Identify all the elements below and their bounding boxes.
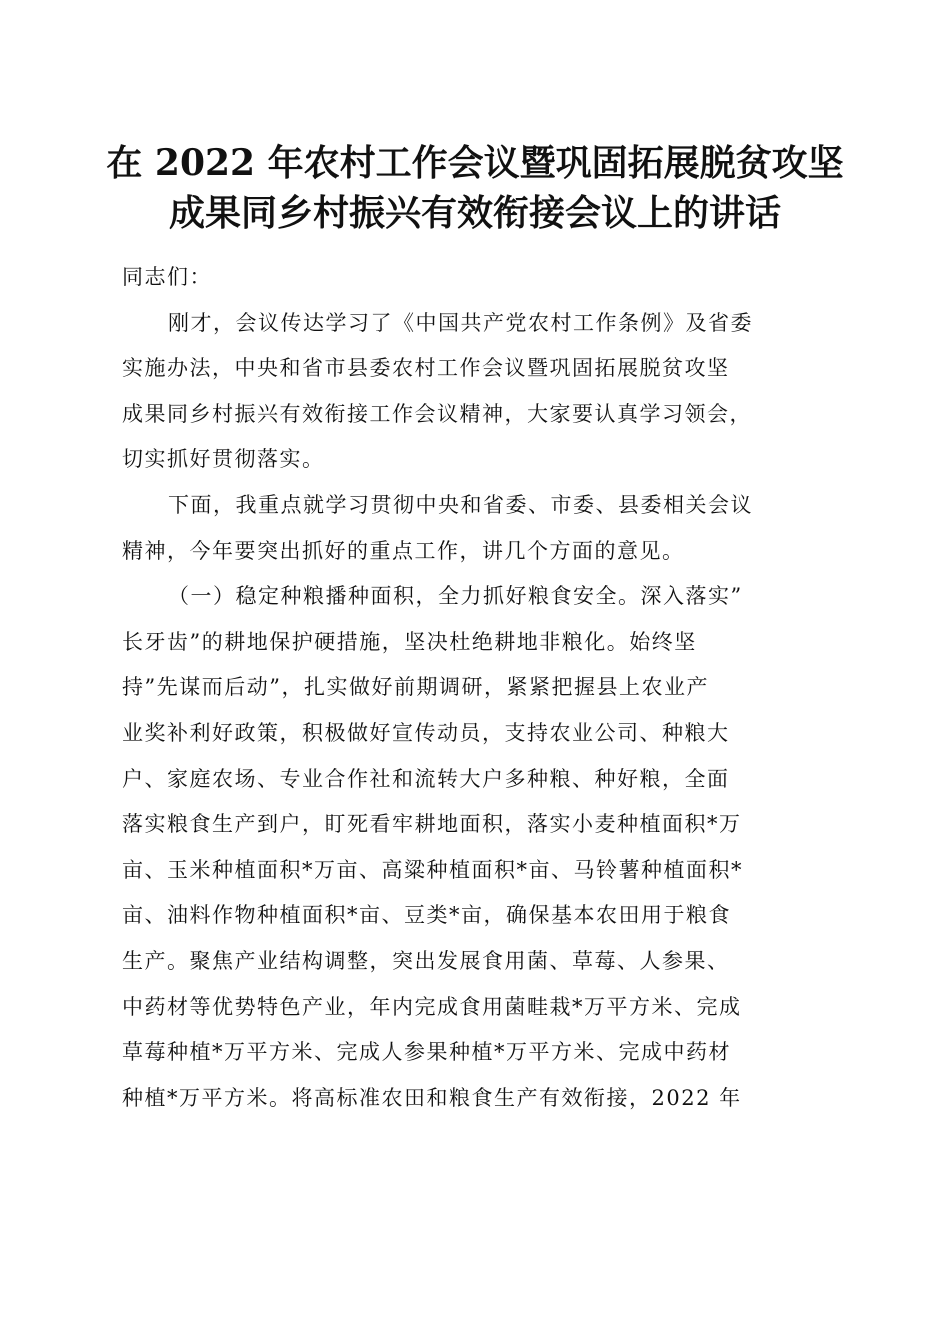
paragraph-line: 下面，我重点就学习贯彻中央和省委、市委、县委相关会议 xyxy=(168,492,753,517)
paragraph-line: 亩、油料作物种植面积*亩、豆类*亩，确保基本农田用于粮食 xyxy=(122,903,731,928)
paragraph-line: 精神，今年要突出抓好的重点工作，讲几个方面的意见。 xyxy=(122,538,685,563)
paragraph-line: 成果同乡村振兴有效衔接工作会议精神，大家要认真学习领会， xyxy=(122,401,752,426)
paragraph-line: 草莓种植*万平方米、完成人参果种植*万平方米、完成中药材 xyxy=(122,1040,731,1065)
paragraph-line: 切实抓好贯彻落实。 xyxy=(122,447,325,472)
paragraph-line: 亩、玉米种植面积*万亩、高粱种植面积*亩、马铃薯种植面积* xyxy=(122,857,743,882)
paragraph-line: 长牙齿”的耕地保护硬措施，坚决杜绝耕地非粮化。始终坚 xyxy=(122,629,697,654)
document-body xyxy=(122,255,832,1121)
paragraph-line: 生产。聚焦产业结构调整，突出发展食用菌、草莓、人参果、 xyxy=(122,948,730,973)
paragraph-line: 中药材等优势特色产业，年内完成食用菌畦栽*万平方米、完成 xyxy=(122,994,742,1019)
paragraph-line: 刚才，会议传达学习了《中国共产党农村工作条例》及省委 xyxy=(168,310,753,335)
paragraph-outline xyxy=(122,483,832,574)
paragraph-section-one xyxy=(122,574,832,1121)
paragraph-line: 持”先谋而后动”，扎实做好前期调研，紧紧把握县上农业产 xyxy=(122,675,709,700)
paragraph-line: 户、家庭农场、专业合作社和流转大户多种粮、种好粮，全面 xyxy=(122,766,730,791)
paragraph-intro xyxy=(122,301,832,483)
salutation xyxy=(122,255,832,301)
document-title xyxy=(100,138,850,238)
paragraph-line: 实施办法，中央和省市县委农村工作会议暨巩固拓展脱贫攻坚 xyxy=(122,356,730,381)
title-line: 成果同乡村振兴有效衔接会议上的讲话 xyxy=(168,192,781,234)
paragraph-line: 种植*万平方米。将高标准农田和粮食生产有效衔接，2022 年 xyxy=(122,1085,742,1110)
paragraph-line: 业奖补利好政策，积极做好宣传动员，支持农业公司、种粮大 xyxy=(122,720,730,745)
paragraph-line: 落实粮食生产到户，盯死看牢耕地面积，落实小麦种植面积*万 xyxy=(122,812,742,837)
title-line: 在 2022 年农村工作会议暨巩固拓展脱贫攻坚 xyxy=(106,142,844,184)
salutation-text: 同志们： xyxy=(122,265,212,289)
paragraph-line: （一）稳定种粮播种面积，全力抓好粮食安全。深入落实” xyxy=(168,584,743,609)
